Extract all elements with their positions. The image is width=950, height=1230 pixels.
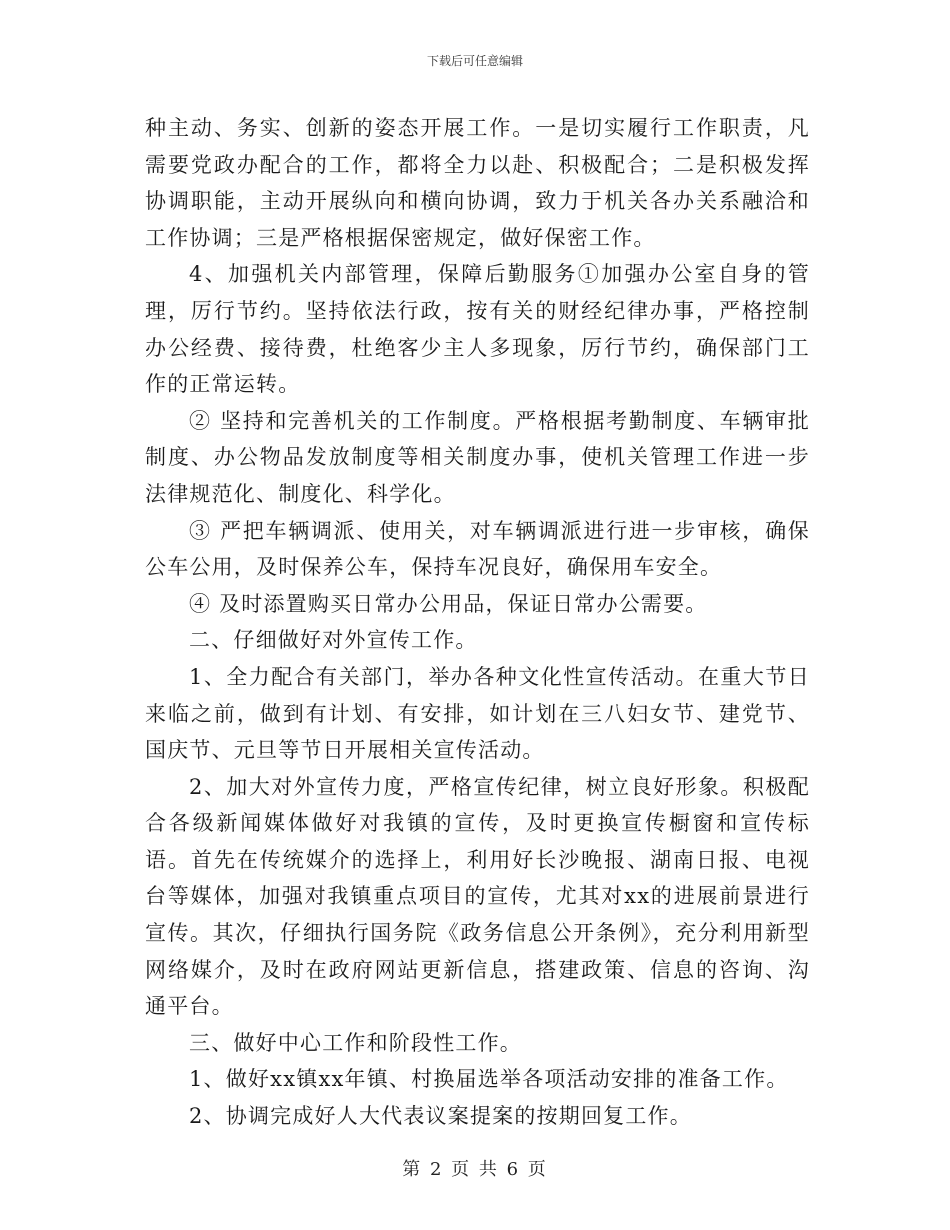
paragraph: ③ 严把车辆调派、使用关，对车辆调派进行进一步审核，确保公车公用，及时保养公车，保持车况良好，确保用车安全。 <box>145 518 810 580</box>
paragraph: 种主动、务实、创新的姿态开展工作。一是切实履行工作职责，凡需要党政办配合的工作，都将全力以赴、积极配合；二是积极发挥协调职能，主动开展纵向和横向协调，致力于机关各办关系融洽和工作协调；三是严格根据保密规定，做好保密工作。 <box>145 116 810 250</box>
paragraph: 1、做好xx镇xx年镇、村换届选举各项活动安排的准备工作。 <box>189 1067 789 1092</box>
document-body <box>145 110 810 1135</box>
page-header: 下载后可任意编辑 <box>426 54 523 68</box>
section-heading: 三、做好中心工作和阶段性工作。 <box>189 1030 522 1055</box>
paragraph: 2、协调完成好人大代表议案提案的按期回复工作。 <box>189 1104 692 1129</box>
section-heading: 二、仔细做好对外宣传工作。 <box>189 628 478 653</box>
paragraph: ④ 及时添置购买日常办公用品，保证日常办公需要。 <box>189 591 708 616</box>
paragraph: 2、加大对外宣传力度，严格宣传纪律，树立良好形象。积极配合各级新闻媒体做好对我镇的宣传，及时更换宣传橱窗和宣传标语。首先在传统媒介的选择上，利用好长沙晚报、湖南日报、电视台等媒体，加强对我镇重点项目的宣传，尤其对xx的进展前景进行宣传。其次，仔细执行国务院《政务信息公开条例》，充分利用新型网络媒介，及时在政府网站更新信息，搭建政策、信息的咨询、沟通平台。 <box>145 774 810 1019</box>
page-footer: 第 2 页 共 6 页 <box>402 1159 548 1180</box>
paragraph: 1、全力配合有关部门，举办各种文化性宣传活动。在重大节日来临之前，做到有计划、有安排，如计划在三八妇女节、建党节、国庆节、元旦等节日开展相关宣传活动。 <box>145 664 810 763</box>
paragraph: 4、加强机关内部管理，保障后勤服务①加强办公室自身的管理，厉行节约。坚持依法行政，按有关的财经纪律办事，严格控制办公经费、接待费，杜绝客少主人多现象，厉行节约，确保部门工作的正常运转。 <box>145 262 810 397</box>
paragraph: ② 坚持和完善机关的工作制度。严格根据考勤制度、车辆审批制度、办公物品发放制度等相关制度办事，使机关管理工作进一步法律规范化、制度化、科学化。 <box>145 408 810 506</box>
